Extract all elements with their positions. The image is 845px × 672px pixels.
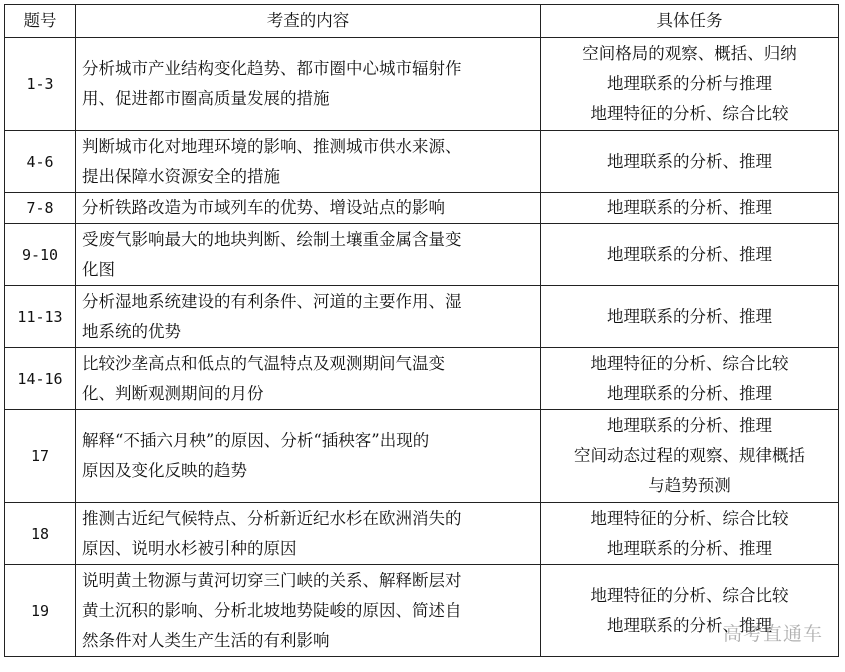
task-line: 地理联系的分析、推理 (607, 244, 772, 264)
task-cell (541, 193, 839, 224)
header-question-number: 题号 (5, 5, 76, 38)
task-cell (541, 503, 839, 565)
task-cell (541, 410, 839, 503)
content-line: 分析城市产业结构变化趋势、都市圈中心城市辐射作 (82, 59, 462, 78)
question-number-cell: 19 (5, 565, 76, 657)
task-line: 地理联系的分析、推理 (607, 615, 772, 635)
task-line: 地理联系的分析、推理 (607, 383, 772, 403)
content-line: 用、促进都市圈高质量发展的措施 (82, 89, 330, 108)
table-header-row (5, 5, 839, 38)
content-cell (76, 286, 541, 348)
task-line: 空间格局的观察、概括、归纳 (582, 44, 797, 63)
content-line: 受废气影响最大的地块判断、绘制土壤重金属含量变 (82, 229, 462, 249)
task-line: 地理联系的分析、推理 (607, 198, 772, 217)
task-line: 地理特征的分析、综合比较 (590, 353, 789, 373)
question-number-cell: 17 (5, 410, 76, 503)
content-line: 原因及变化反映的趋势 (82, 461, 247, 480)
content-line: 黄土沉积的影响、分析北坡地势陡峻的原因、简述自 (82, 600, 462, 620)
question-number-cell: 4-6 (5, 131, 76, 193)
table-row (5, 193, 839, 224)
question-number-cell: 11-13 (5, 286, 76, 348)
content-line: 推测古近纪气候特点、分析新近纪水杉在欧洲消失的 (82, 508, 462, 528)
content-line: 判断城市化对地理环境的影响、推测城市供水来源、 (82, 136, 462, 156)
content-line: 提出保障水资源安全的措施 (82, 166, 280, 186)
content-cell (76, 224, 541, 286)
question-number-cell: 7-8 (5, 193, 76, 224)
question-number-cell: 9-10 (5, 224, 76, 286)
task-line: 地理联系的分析、推理 (607, 151, 772, 171)
header-content: 考查的内容 (76, 5, 541, 38)
content-line: 然条件对人类生产生活的有利影响 (82, 630, 330, 650)
watermark-text: 高考直通车 (722, 623, 823, 645)
task-line: 地理联系的分析、推理 (607, 306, 772, 326)
task-line: 地理特征的分析、综合比较 (590, 585, 789, 605)
content-cell (76, 410, 541, 503)
task-line: 地理联系的分析、推理 (607, 416, 772, 435)
task-line: 空间动态过程的观察、规律概括 (574, 446, 805, 465)
table-row (5, 38, 839, 131)
content-line: 分析铁路改造为市域列车的优势、增设站点的影响 (82, 198, 445, 217)
task-line: 地理特征的分析、综合比较 (590, 508, 789, 528)
content-line: 分析湿地系统建设的有利条件、河道的主要作用、湿 (82, 291, 462, 311)
task-cell (541, 131, 839, 193)
table-body (5, 38, 839, 657)
table-row (5, 565, 839, 657)
content-line: 化、判断观测期间的月份 (82, 383, 264, 403)
content-cell (76, 348, 541, 410)
task-cell (541, 286, 839, 348)
task-line: 地理特征的分析、综合比较 (590, 104, 789, 123)
task-cell (541, 38, 839, 131)
table-row (5, 503, 839, 565)
task-cell (541, 224, 839, 286)
table-row (5, 131, 839, 193)
header-task: 具体任务 (541, 5, 839, 38)
task-line: 地理联系的分析、推理 (607, 538, 772, 558)
exam-content-table (4, 4, 839, 657)
question-number-cell: 18 (5, 503, 76, 565)
content-line: 说明黄土物源与黄河切穿三门峡的关系、解释断层对 (82, 570, 462, 590)
table-row (5, 286, 839, 348)
question-number-cell: 14-16 (5, 348, 76, 410)
task-line: 地理联系的分析与推理 (607, 74, 772, 93)
table-row (5, 410, 839, 503)
content-cell (76, 131, 541, 193)
content-line: 原因、说明水杉被引种的原因 (82, 538, 297, 558)
content-line: 地系统的优势 (82, 321, 181, 341)
task-cell (541, 348, 839, 410)
task-line: 与趋势预测 (648, 476, 731, 495)
table-row (5, 224, 839, 286)
content-cell (76, 565, 541, 657)
content-line: 化图 (82, 259, 115, 279)
content-cell (76, 503, 541, 565)
question-number-cell: 1-3 (5, 38, 76, 131)
watermark-logo (723, 619, 823, 646)
content-line: 解释“不插六月秧”的原因、分析“插秧客”出现的 (82, 431, 430, 450)
content-cell (76, 38, 541, 131)
content-line: 比较沙垄高点和低点的气温特点及观测期间气温变 (82, 353, 445, 373)
table-row (5, 348, 839, 410)
content-cell (76, 193, 541, 224)
